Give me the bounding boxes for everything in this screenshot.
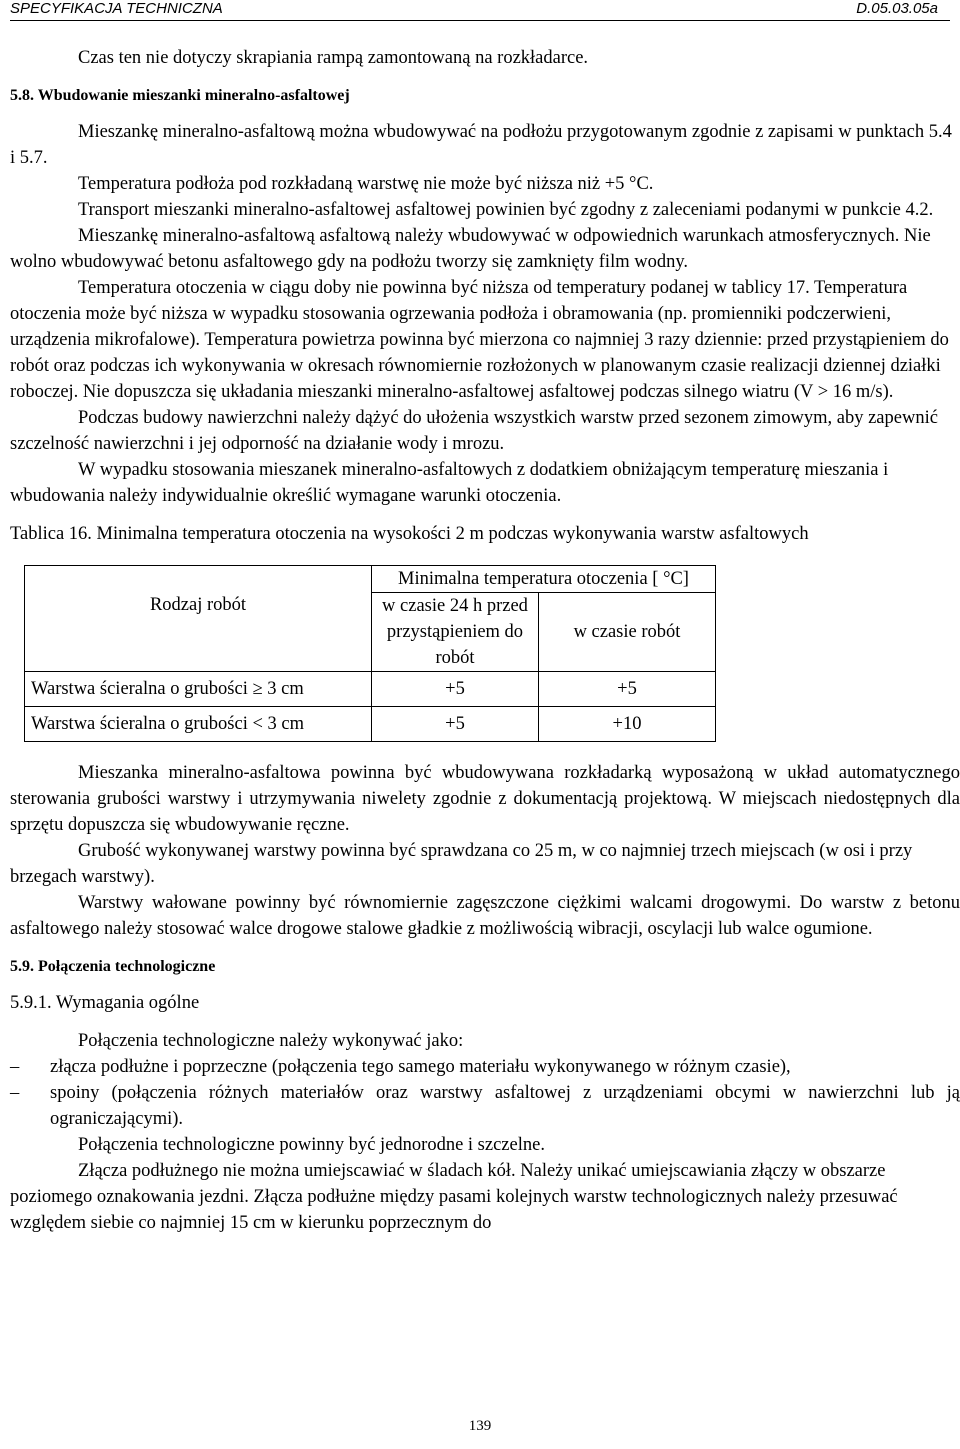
dash-bullet: – xyxy=(10,1083,20,1103)
page-header xyxy=(10,0,950,21)
row-value: +5 xyxy=(539,672,716,707)
section-heading: 5.9. Połączenia technologiczne xyxy=(10,958,216,975)
table-caption: Tablica 16. Minimalna temperatura otoczenia na wysokości 2 m podczas wykonywania warstw asfaltowych xyxy=(10,524,809,544)
paragraph: W wypadku stosowania mieszanek mineralno-asfaltowych z dodatkiem obniżającym temperaturę mieszania i wbudowania należy indywidualnie określić wymagane warunki otoczenia. xyxy=(10,460,889,506)
list-item xyxy=(10,1054,960,1080)
paragraph: Temperatura otoczenia w ciągu doby nie powinna być niższa od temperatury podanej w tablicy 17. Temperatura otoczenia może być niższa w wypadku stosowania ogrzewania podłoża i obramowania (np. promienniki podczerwieni, urządzenia mikrofalowe). Temperatura powietrza powinna być mierzona co najmniej 3 razy dziennie: przed przystąpieniem do robót oraz podczas ich wykonywania w okresach równomiernie rozłożonych w planowanym czasie realizacji dziennej działki roboczej. Nie dopuszcza się układania mieszanki mineralno-asfaltowej asfaltowej podczas silnego wiatru (V > 16 m/s). xyxy=(10,278,949,402)
table-row xyxy=(25,672,716,707)
list-item-text: złącza podłużne i poprzeczne (połączenia tego samego materiału wykonywanego w różnym czasie), xyxy=(50,1057,791,1077)
row-value: +10 xyxy=(539,707,716,742)
document-body xyxy=(10,45,960,1236)
header-czas: w czasie robót xyxy=(539,593,716,672)
paragraph: Połączenia technologiczne powinny być jednorodne i szczelne. xyxy=(78,1135,545,1155)
subsection-heading: 5.9.1. Wymagania ogólne xyxy=(10,993,200,1013)
header-min-temp: Minimalna temperatura otoczenia [ °C] xyxy=(372,566,716,593)
list-item xyxy=(10,1080,960,1132)
list-item-text: spoiny (połączenia różnych materiałów oraz warstwy asfaltowej z urządzeniami obcymi w nawierzchni lub ją ograniczającymi). xyxy=(50,1083,960,1129)
paragraph: Mieszanka mineralno-asfaltowa powinna być wbudowywana rozkładarką wyposażoną w układ automatycznego sterowania grubości warstwy i utrzymywania niwelety zgodnie z dokumentacją projektową. W miejscach niedostępnych dla sprzętu dopuszcza się wbudowywanie ręczne. xyxy=(10,763,960,835)
paragraph: Temperatura podłoża pod rozkładaną warstwę nie może być niższa niż +5 °C. xyxy=(78,174,654,194)
row-name: Warstwa ścieralna o grubości ≥ 3 cm xyxy=(25,672,372,707)
header-24h: w czasie 24 h przed przystąpieniem do robót xyxy=(372,593,539,672)
header-code: D.05.03.05a xyxy=(856,0,938,17)
page-number: 139 xyxy=(468,1418,492,1434)
paragraph: Transport mieszanki mineralno-asfaltowej asfaltowej powinien być zgodny z zaleceniami podanymi w punkcie 4.2. xyxy=(78,200,934,220)
table-row xyxy=(25,707,716,742)
row-value: +5 xyxy=(372,672,539,707)
paragraph: Czas ten nie dotyczy skrapiania rampą zamontowaną na rozkładarce. xyxy=(78,48,589,68)
dash-bullet: – xyxy=(10,1057,20,1077)
temperature-table xyxy=(24,565,716,742)
header-title: SPECYFIKACJA TECHNICZNA xyxy=(10,0,223,17)
row-value: +5 xyxy=(372,707,539,742)
paragraph: Grubość wykonywanej warstwy powinna być sprawdzana co 25 m, w co najmniej trzech miejscach (w osi i przy brzegach warstwy). xyxy=(10,841,913,887)
section-heading: 5.8. Wbudowanie mieszanki mineralno-asfaltowej xyxy=(10,87,350,104)
paragraph: Połączenia technologiczne należy wykonywać jako: xyxy=(78,1031,464,1051)
paragraph: Podczas budowy nawierzchni należy dążyć do ułożenia wszystkich warstw przed sezonem zimowym, aby zapewnić szczelność nawierzchni i jej odporność na działanie wody i mrozu. xyxy=(10,408,938,454)
header-rodzaj: Rodzaj robót xyxy=(25,566,372,672)
paragraph: Mieszankę mineralno-asfaltową asfaltową należy wbudowywać w odpowiednich warunkach atmosferycznych. Nie wolno wbudowywać betonu asfaltowego gdy na podłożu tworzy się zamknięty film wodny. xyxy=(10,226,931,272)
row-name: Warstwa ścieralna o grubości < 3 cm xyxy=(25,707,372,742)
paragraph: Warstwy wałowane powinny być równomiernie zagęszczone ciężkimi walcami drogowymi. Do warstw z betonu asfaltowego należy stosować walce drogowe stalowe gładkie z możliwością wibracji, oscylacji lub walce ogumione. xyxy=(10,893,960,939)
paragraph: Złącza podłużnego nie można umiejscawiać w śladach kół. Należy unikać umiejscawiania złączy w obszarze poziomego oznakowania jezdni. Złącza podłużne między pasami kolejnych warstw technologicznych należy przesuwać względem siebie co najmniej 15 cm w kierunku poprzecznym do xyxy=(10,1161,898,1233)
paragraph: Mieszankę mineralno-asfaltową można wbudowywać na podłożu przygotowanym zgodnie z zapisami w punktach 5.4 i 5.7. xyxy=(10,122,952,168)
